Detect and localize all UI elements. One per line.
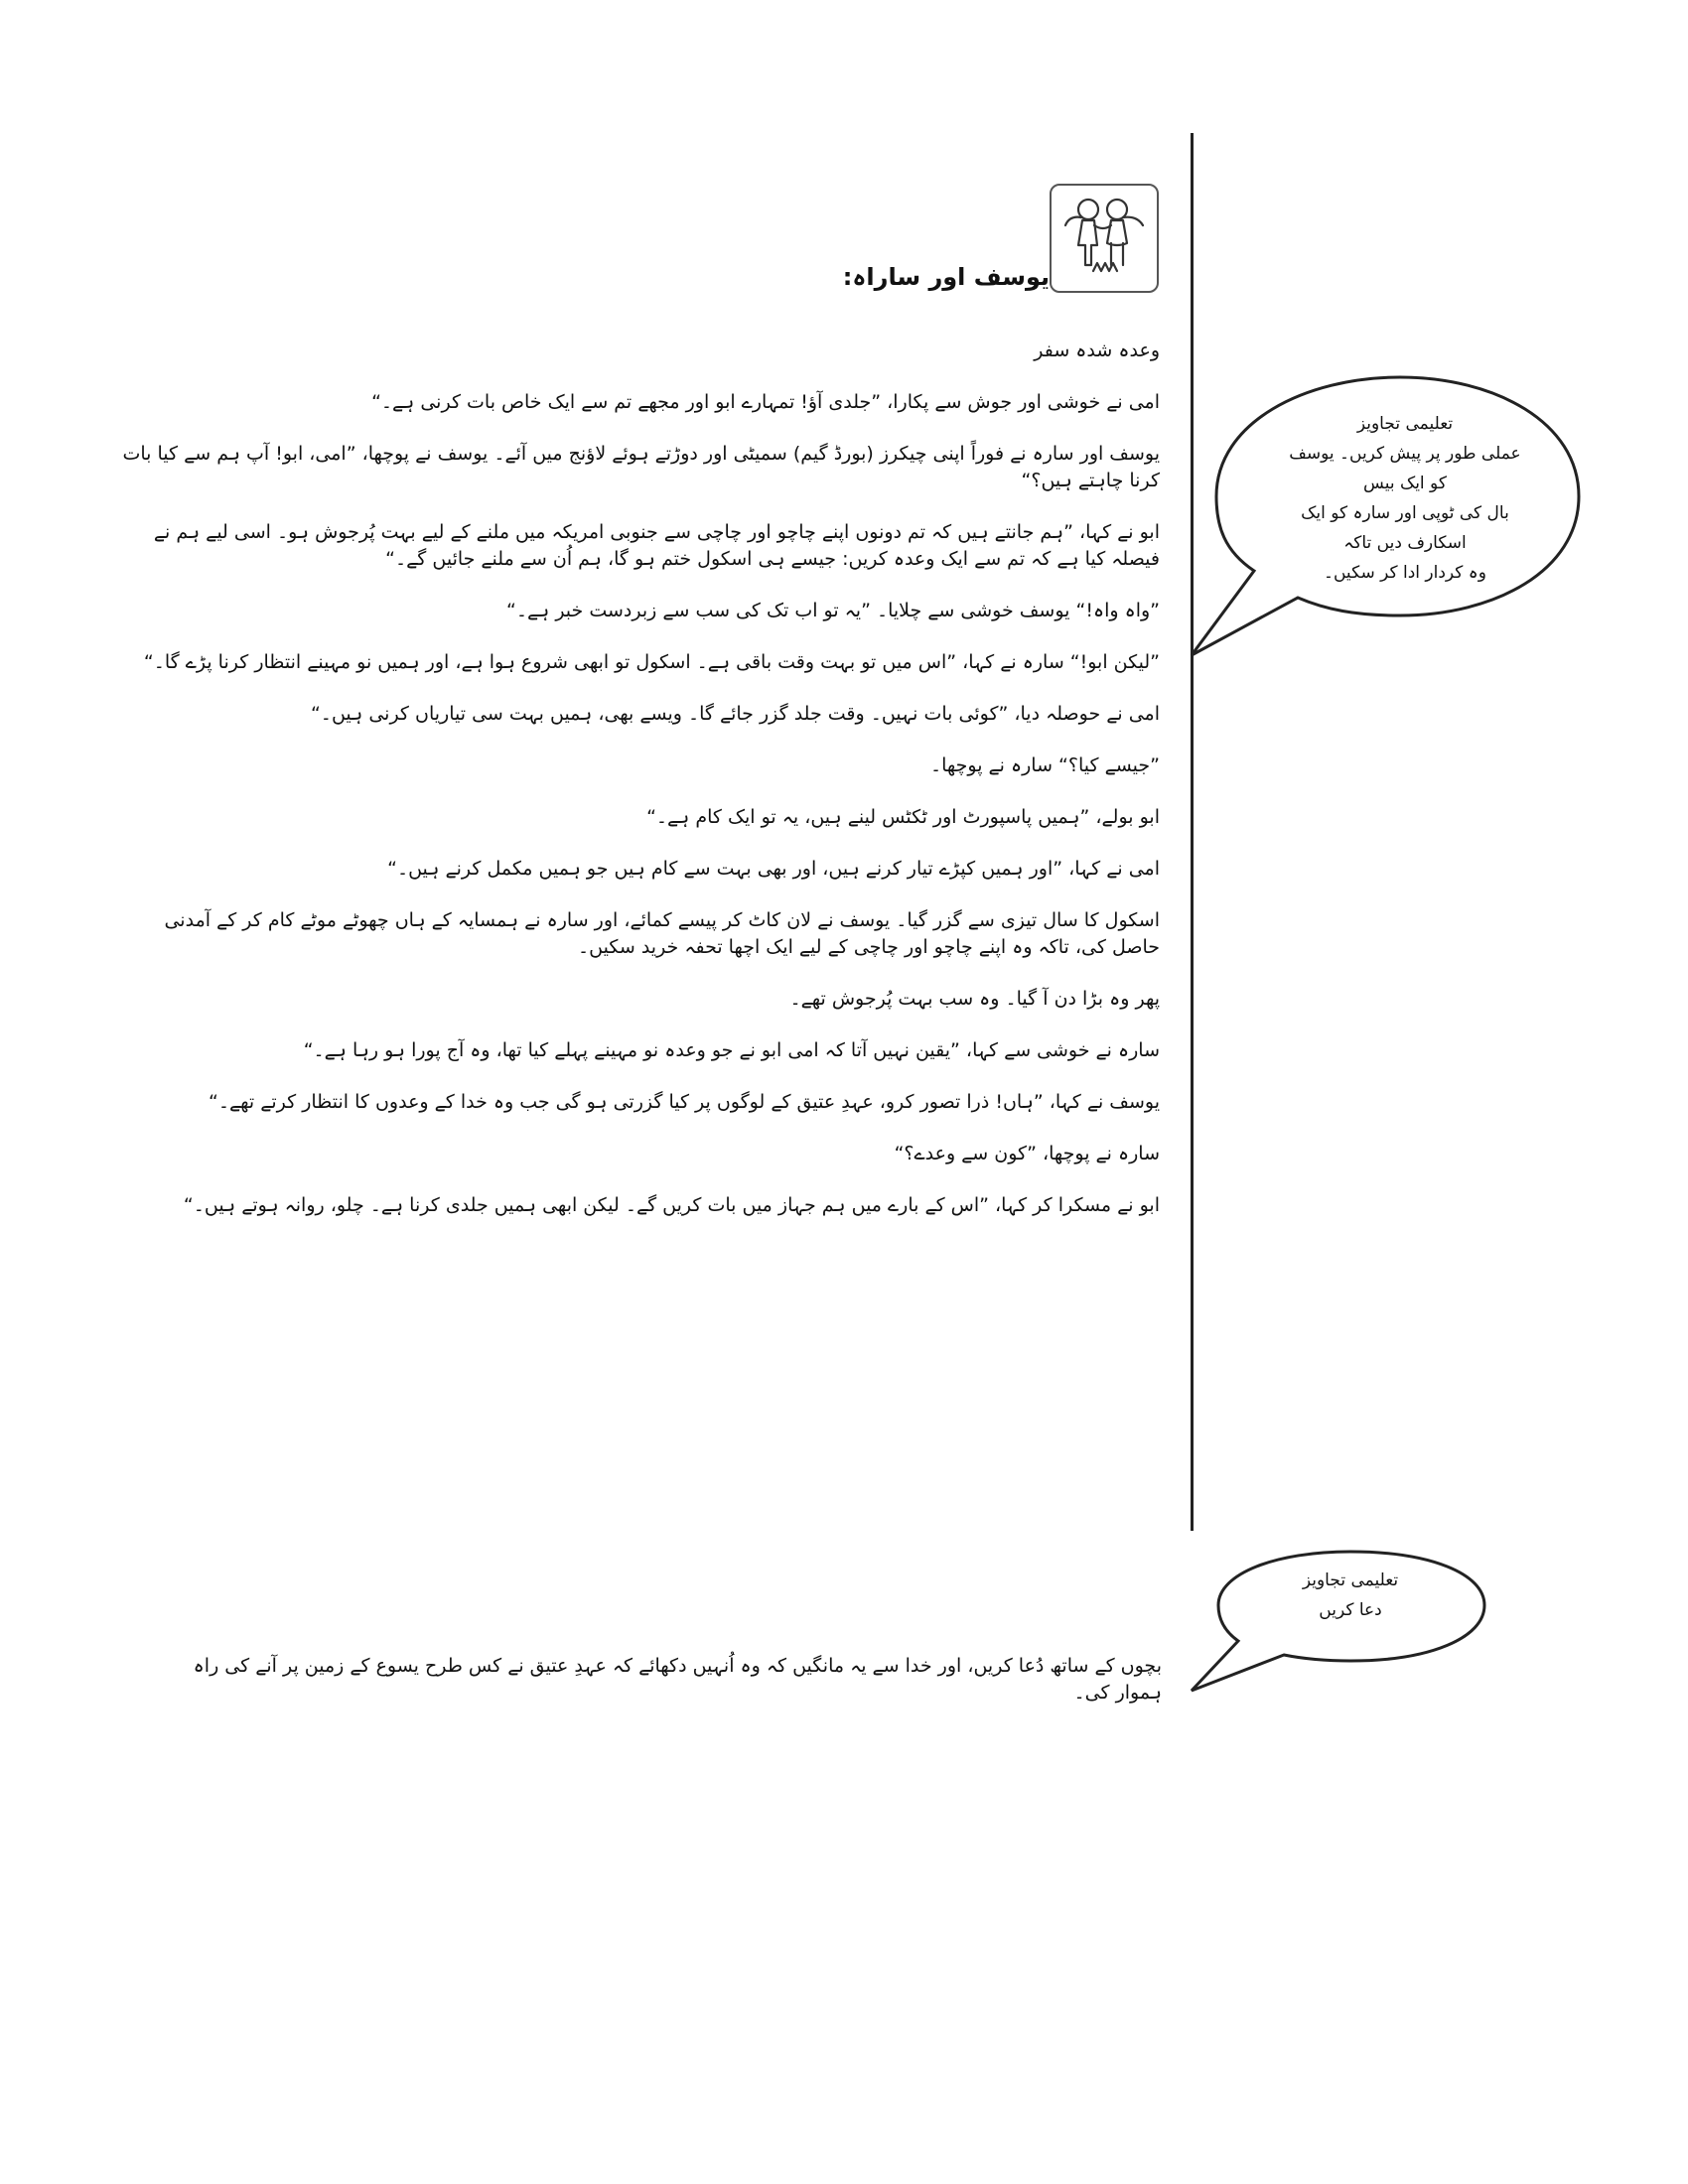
tip-line: دعا کریں (1319, 1600, 1382, 1620)
story-paragraph: ابو نے کہا، ”ہم جانتے ہیں کہ تم دونوں اپنے چاچو اور چاچی سے جنوبی امریکہ میں ملنے کے لیے بہت پُرجوش ہو۔ اسی لیے ہم نے فیصلہ کیا ہے کہ تم سے ایک وعدہ کریں: جیسے ہی اسکول ختم ہو گا، ہم اُن سے ملنے جائیں گے۔“ (153, 521, 1160, 570)
prayer-instruction: بچوں کے ساتھ دُعا کریں، اور خدا سے یہ مانگیں کہ وہ اُنہیں دکھائے کہ عہدِ عتیق نے کس طرح یسوع کے زمین پر آنے کی راہ ہموار کی۔ (193, 1655, 1162, 1704)
story-paragraph: ”واہ واہ!“ یوسف خوشی سے چلایا۔ ”یہ تو اب تک کی سب سے زبردست خبر ہے۔“ (506, 600, 1160, 621)
section-title: یوسف اور ساراہ: (842, 263, 1050, 291)
story-paragraph: امی نے حوصلہ دیا، ”کوئی بات نہیں۔ وقت جلد گزر جائے گا۔ ویسے بھی، ہمیں بہت سی تیاریاں کرنی ہیں۔“ (310, 703, 1160, 725)
story-text (117, 338, 1160, 1244)
story-subtitle: وعدہ شدہ سفر (1034, 340, 1160, 361)
tip-line: وہ کردار ادا کر سکیں۔ (1324, 563, 1486, 583)
tip-title: تعلیمی تجاویز (1356, 414, 1454, 434)
tip-title: تعلیمی تجاویز (1302, 1570, 1399, 1590)
teaching-tip-bubble (1187, 367, 1594, 665)
story-paragraph: امی نے خوشی اور جوش سے پکارا، ”جلدی آؤ! تمہارے ابو اور مجھے تم سے ایک خاص بات کرنی ہے۔“ (371, 391, 1160, 413)
story-paragraph: سارہ نے پوچھا، ”کون سے وعدے؟“ (894, 1143, 1160, 1164)
story-paragraph: ”جیسے کیا؟“ سارہ نے پوچھا۔ (929, 754, 1160, 776)
story-paragraph: سارہ نے خوشی سے کہا، ”یقین نہیں آتا کہ امی ابو نے جو وعدہ نو مہینے پہلے کیا تھا، وہ آج پورا ہو رہا ہے۔“ (303, 1039, 1160, 1061)
story-paragraph: پھر وہ بڑا دن آ گیا۔ وہ سب بہت پُرجوش تھے۔ (789, 988, 1160, 1010)
prayer-tip-bubble (1187, 1544, 1494, 1693)
tip-line: بال کی ٹوپی اور سارہ کو ایک اسکارف دیں تاکہ (1301, 503, 1509, 553)
column-divider-line (1191, 133, 1194, 1531)
story-paragraph: اسکول کا سال تیزی سے گزر گیا۔ یوسف نے لان کاٹ کر پیسے کمائے، اور سارہ نے ہمسایہ کے ہاں چھوٹے موٹے کام کر کے آمدنی حاصل کی، تاکہ وہ اپنے چاچو اور چاچی کے لیے ایک اچھا تحفہ خرید سکیں۔ (164, 909, 1160, 958)
story-paragraph: امی نے کہا، ”اور ہمیں کپڑے تیار کرنے ہیں، اور بھی بہت سے کام ہیں جو ہمیں مکمل کرنے ہیں۔“ (387, 858, 1160, 880)
story-paragraph: ابو بولے، ”ہمیں پاسپورٹ اور ٹکٹس لینے ہیں، یہ تو ایک کام ہے۔“ (646, 806, 1160, 828)
story-paragraph: یوسف نے کہا، ”ہاں! ذرا تصور کرو، عہدِ عتیق کے لوگوں پر کیا گزرتی ہو گی جب وہ خدا کے وعدوں کا انتظار کرتے تھے۔“ (209, 1091, 1160, 1113)
story-paragraph: ابو نے مسکرا کر کہا، ”اس کے بارے میں ہم جہاز میں بات کریں گے۔ لیکن ابھی ہمیں جلدی کرنا ہے۔ چلو، روانہ ہوتے ہیں۔“ (183, 1194, 1160, 1216)
children-icon (1050, 184, 1159, 293)
tip-line: عملی طور پر پیش کریں۔ یوسف کو ایک بیس (1289, 444, 1521, 493)
story-paragraph: یوسف اور سارہ نے فوراً اپنی چیکرز (بورڈ گیم) سمیٹی اور دوڑتے ہوئے لاؤنج میں آئے۔ یوسف نے پوچھا، ”امی، ابو! آپ ہم سے کیا بات کرنا چاہتے ہیں؟“ (122, 443, 1160, 491)
story-paragraph: ”لیکن ابو!“ سارہ نے کہا، ”اس میں تو بہت وقت باقی ہے۔ اسکول تو ابھی شروع ہوا ہے، اور ہمیں نو مہینے انتظار کرنا پڑے گا۔“ (143, 651, 1160, 673)
